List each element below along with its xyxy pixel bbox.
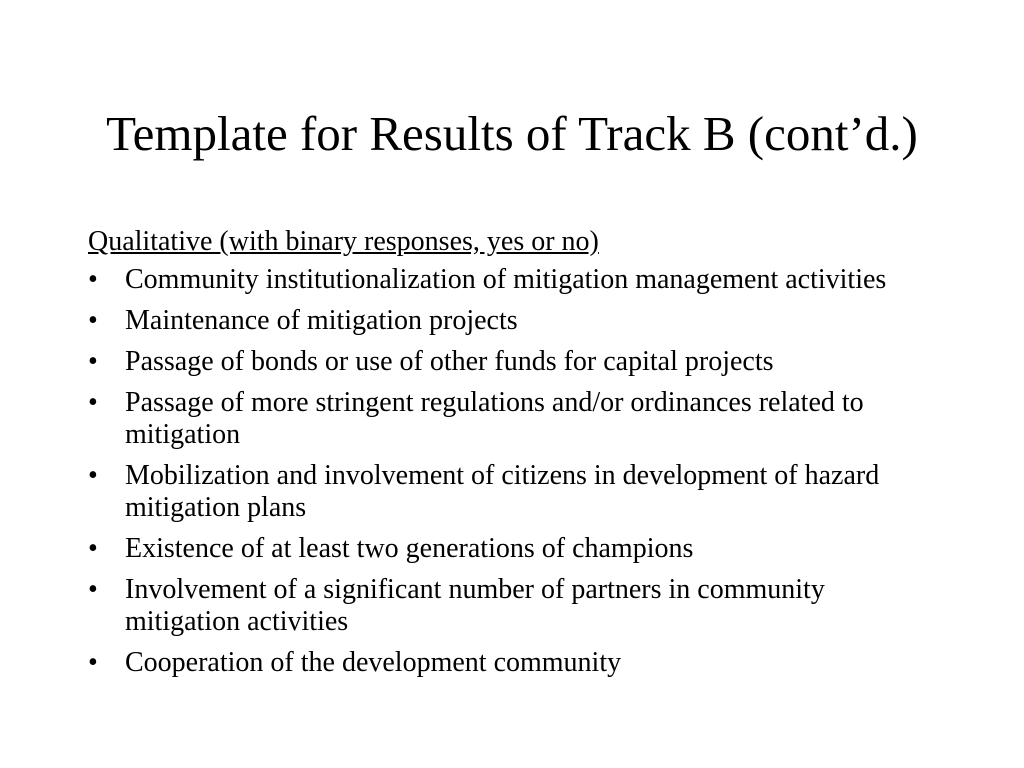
bullet-item [88,460,938,524]
bullet-text: Passage of bonds or use of other funds for capital projects [125,346,774,377]
bullet-text: Cooperation of the development community [125,647,622,678]
bullet-item [88,574,938,638]
slide-title: Template for Results of Track B (cont’d.) [106,106,918,161]
bullet-text: Community institutionalization of mitigation management activities [125,264,887,295]
bullet-item [88,264,938,296]
bullet-icon: • [88,387,98,418]
bullet-icon: • [88,460,98,491]
bullet-item [88,533,938,565]
bullet-icon: • [88,305,98,336]
bullet-text: Mobilization and involvement of citizens in development of hazard mitigation plans [125,460,880,523]
bullet-icon: • [88,574,98,605]
bullet-list [88,264,938,679]
bullet-icon: • [88,647,98,678]
bullet-item [88,387,938,451]
bullet-text: Involvement of a significant number of partners in community mitigation activities [125,574,825,637]
bullet-text: Passage of more stringent regulations and/or ordinances related to mitigation [125,387,864,450]
bullet-text: Maintenance of mitigation projects [125,305,518,336]
bullet-icon: • [88,533,98,564]
bullet-text: Existence of at least two generations of champions [125,533,694,564]
subheading: Qualitative (with binary responses, yes or no) [88,226,599,257]
bullet-item [88,346,938,378]
bullet-item [88,305,938,337]
bullet-icon: • [88,346,98,377]
bullet-icon: • [88,264,98,295]
bullet-item [88,647,938,679]
slide-content [88,226,938,688]
